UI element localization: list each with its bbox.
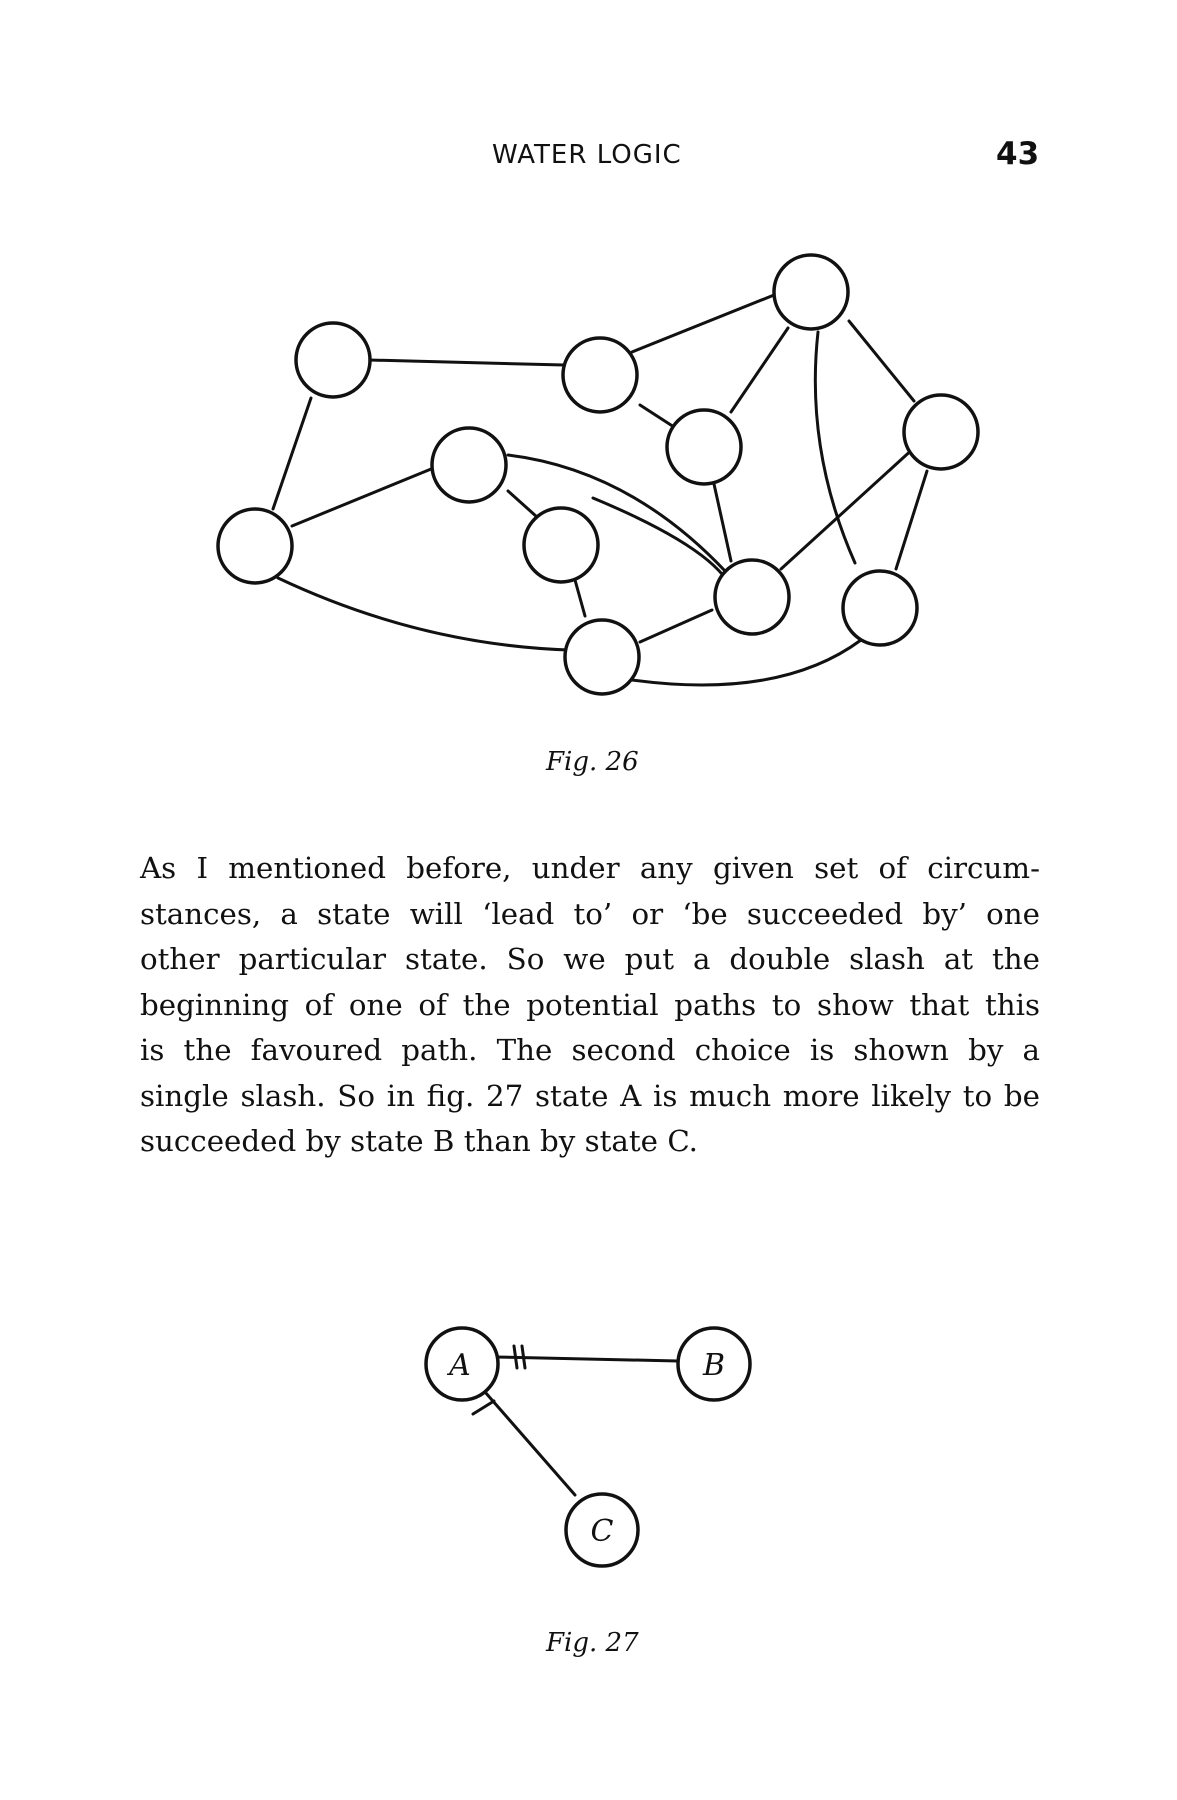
paragraph-line: stances, a state will ‘lead to’ or ‘be succeeded by’ one [140,896,1040,931]
figure-26-caption: Fig. 26 [546,747,639,777]
single-slash-mark [473,1401,494,1414]
paragraph-line: is the favoured path. The second choice is shown by a [140,1033,1040,1067]
figure-27-caption: Fig. 27 [546,1628,639,1658]
page-number: 43 [996,136,1040,172]
state-a-label: A [449,1348,471,1383]
paragraph-line: As I mentioned before, under any given set of circum- [140,851,1040,885]
paragraph-line: single slash. So in fig. 27 state A is much more likely to be [140,1078,1040,1113]
double-slash-mark [522,1346,525,1368]
paragraph-line: succeeded by state B than by state C. [140,1124,698,1158]
edge-a-to-c [485,1392,575,1495]
paragraph-line: beginning of one of the potential paths to show that this [140,987,1040,1022]
state-b-label: B [702,1348,726,1383]
state-c-label: C [590,1514,614,1549]
paragraph-line: other particular state. So we put a double slash at the [140,942,1040,976]
double-slash-mark [514,1346,517,1368]
running-head: WATER LOGIC [492,140,682,170]
